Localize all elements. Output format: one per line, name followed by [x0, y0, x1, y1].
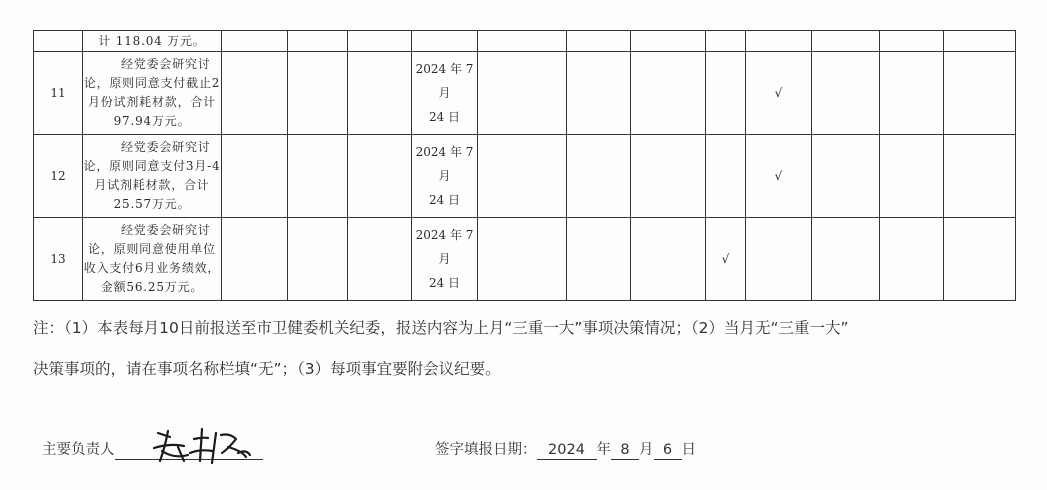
row-desc: 经党委会研究讨论，原则同意支付截止2月份试剂耗材款，合计97.94万元。: [83, 52, 222, 135]
note-line-2: 决策事项的，请在事项名称栏填“无”；（3）每项事宜要附会议纪要。: [33, 360, 501, 378]
row-number: 13: [34, 218, 83, 301]
row-desc: 经党委会研究讨论，原则同意支付3月-4月试剂耗材款，合计25.57万元。: [83, 135, 222, 218]
row-number: 12: [34, 135, 83, 218]
check-mark: √: [706, 218, 746, 301]
handwritten-signature: [118, 421, 278, 469]
date-label: 签字填报日期：: [435, 442, 537, 458]
table-row: [34, 52, 1016, 135]
row-date: 2024 年 7 月 24 日: [412, 52, 478, 135]
leader-label: 主要负责人: [42, 442, 115, 458]
row-date: 2024 年 7 月 24 日: [412, 218, 478, 301]
date-month: 8: [611, 441, 639, 460]
date-year: 2024: [537, 441, 597, 460]
report-date-field: 签字填报日期： 2024 年 8 月 6 日: [435, 442, 696, 458]
note-line-1: 注：（1）本表每月10日前报送至市卫健委机关纪委，报送内容为上月“三重一大”事项决策情况；（2）当月无“三重一大”: [33, 319, 849, 337]
check-mark: √: [746, 52, 812, 135]
row-desc: 计 118.04 万元。: [83, 31, 222, 52]
table-row: [34, 218, 1016, 301]
row-number: 11: [34, 52, 83, 135]
table-row: [34, 31, 1016, 52]
check-mark: √: [746, 135, 812, 218]
row-date: 2024 年 7 月 24 日: [412, 135, 478, 218]
decision-table: [33, 30, 1016, 301]
row-desc: 经党委会研究讨论，原则同意使用单位收入支付6月业务绩效，金额56.25万元。: [83, 218, 222, 301]
table-row: [34, 135, 1016, 218]
date-day: 6: [654, 441, 682, 460]
